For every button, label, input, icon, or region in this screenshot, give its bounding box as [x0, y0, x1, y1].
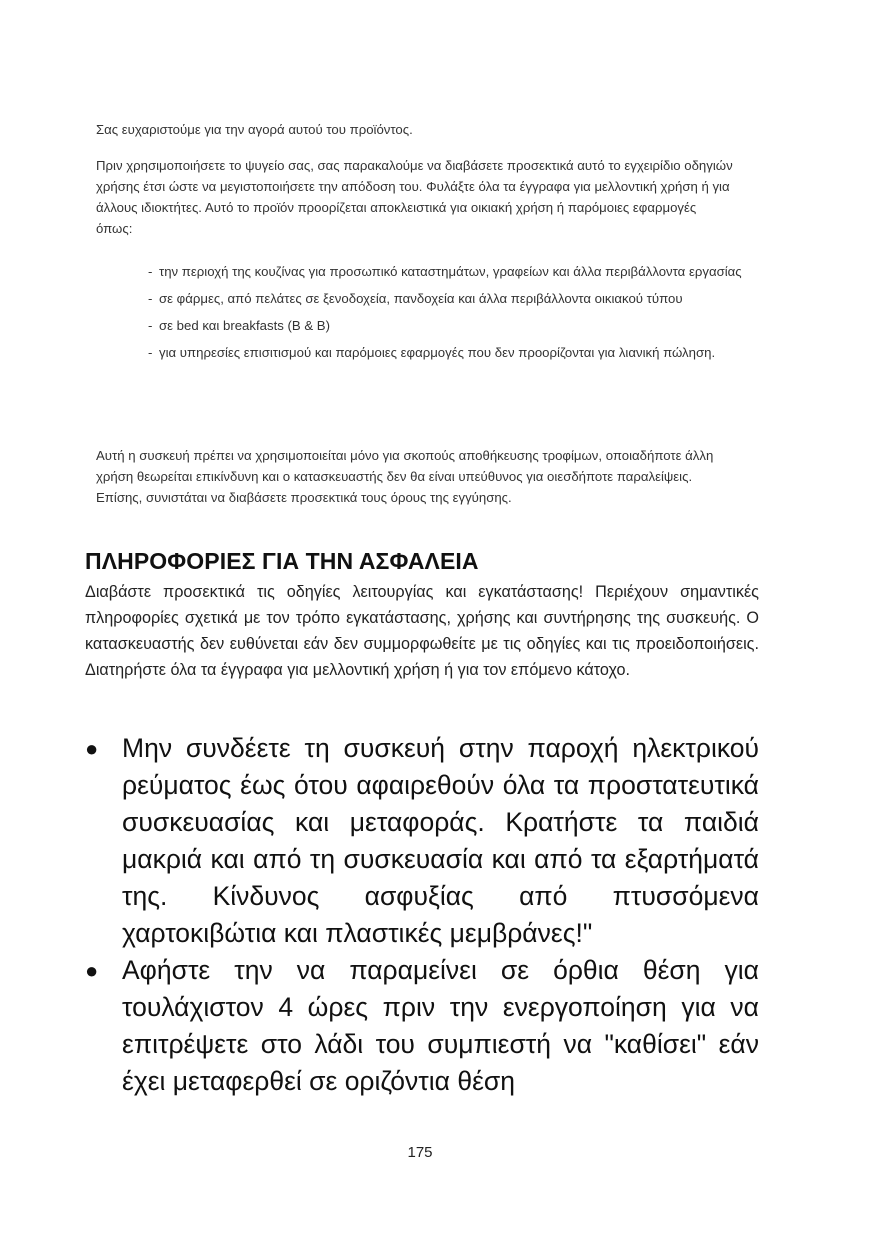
- safety-heading: ΠΛΗΡΟΦΟΡΙΕΣ ΓΙΑ ΤΗΝ ΑΣΦΑΛΕΙΑ: [85, 548, 479, 574]
- intro-paragraph: Πριν χρησιμοποιήσετε το ψυγείο σας, σας παρακαλούμε να διαβάσετε προσεκτικά αυτό το εγχειρίδιο οδηγιών χρήσης έτσι ώστε να μεγιστοποιήσετε την απόδοση του. Φυλάξτε όλα τα έγγραφα για μελλοντική χρήση ή για άλλους ιδιοκτήτες. Αυτό το προϊόν προορίζεται αποκλειστικά για οικιακή χρήση ή παρόμοιες εφαρμογές όπως:: [96, 158, 733, 236]
- page-number: 175: [407, 1144, 433, 1161]
- usage-list: [148, 261, 748, 369]
- list-item: [148, 288, 748, 309]
- list-item-text: σε bed και breakfasts (B & B): [159, 318, 330, 333]
- list-item-text: για υπηρεσίες επισιτισμού και παρόμοιες εφαρμογές που δεν προορίζονται για λιανική πώληση.: [159, 345, 716, 360]
- dash-icon: -: [148, 345, 153, 360]
- warning-item: [85, 730, 759, 952]
- list-item: [148, 315, 748, 336]
- dash-icon: -: [148, 264, 153, 279]
- list-item-text: την περιοχή της κουζίνας για προσωπικό καταστημάτων, γραφείων και άλλα περιβάλλοντα εργασίας: [159, 264, 742, 279]
- warning-list: [85, 730, 759, 1100]
- list-item: [148, 342, 748, 363]
- warning-item: [85, 952, 759, 1100]
- list-item: [148, 261, 748, 282]
- thanks-text: Σας ευχαριστούμε για την αγορά αυτού του προϊόντος.: [96, 122, 413, 137]
- safety-intro: Διαβάστε προσεκτικά τις οδηγίες λειτουργίας και εγκατάστασης! Περιέχουν σημαντικές πληροφορίες σχετικά με τον τρόπο εγκατάστασης, χρήσης και συντήρησης της συσκευής. Ο κατασκευαστής δεν ευθύνεται εάν δεν συμμορφωθείτε με τις οδηγίες και τις προειδοποιήσεις. Διατηρήστε όλα τα έγγραφα για μελλοντική χρήση ή για τον επόμενο κάτοχο.: [85, 583, 759, 679]
- usage-note: Αυτή η συσκευή πρέπει να χρησιμοποιείται μόνο για σκοπούς αποθήκευσης τροφίμων, οποιαδήποτε άλλη χρήση θεωρείται επικίνδυνη και ο κατασκευαστής δεν θα είναι υπεύθυνος για οιεσδήποτε παραλείψεις. Επίσης, συνιστάται να διαβάσετε προσεκτικά τους όρους της εγγύησης.: [96, 448, 714, 505]
- list-item-text: σε φάρμες, από πελάτες σε ξενοδοχεία, πανδοχεία και άλλα περιβάλλοντα οικιακού τύπου: [159, 291, 683, 306]
- dash-icon: -: [148, 291, 153, 306]
- bullet-icon: ●: [85, 958, 99, 983]
- warning-text: Αφήστε την να παραμείνει σε όρθια θέση για τουλάχιστον 4 ώρες πριν την ενεργοποίηση για να επιτρέψετε στο λάδι του συμπιεστή να "καθίσει" εάν έχει μεταφερθεί σε οριζόντια θέση: [122, 955, 759, 1096]
- bullet-icon: ●: [85, 736, 99, 761]
- warning-text: Μην συνδέετε τη συσκευή στην παροχή ηλεκτρικού ρεύματος έως ότου αφαιρεθούν όλα τα προστατευτικά συσκευασίας και μεταφοράς. Κρατήστε τα παιδιά μακριά και από τη συσκευασία και από τα εξαρτήματά της. Κίνδυνος ασφυξίας από πτυσσόμενα χαρτοκιβώτια και πλαστικές μεμβράνες!": [122, 733, 759, 948]
- dash-icon: -: [148, 318, 153, 333]
